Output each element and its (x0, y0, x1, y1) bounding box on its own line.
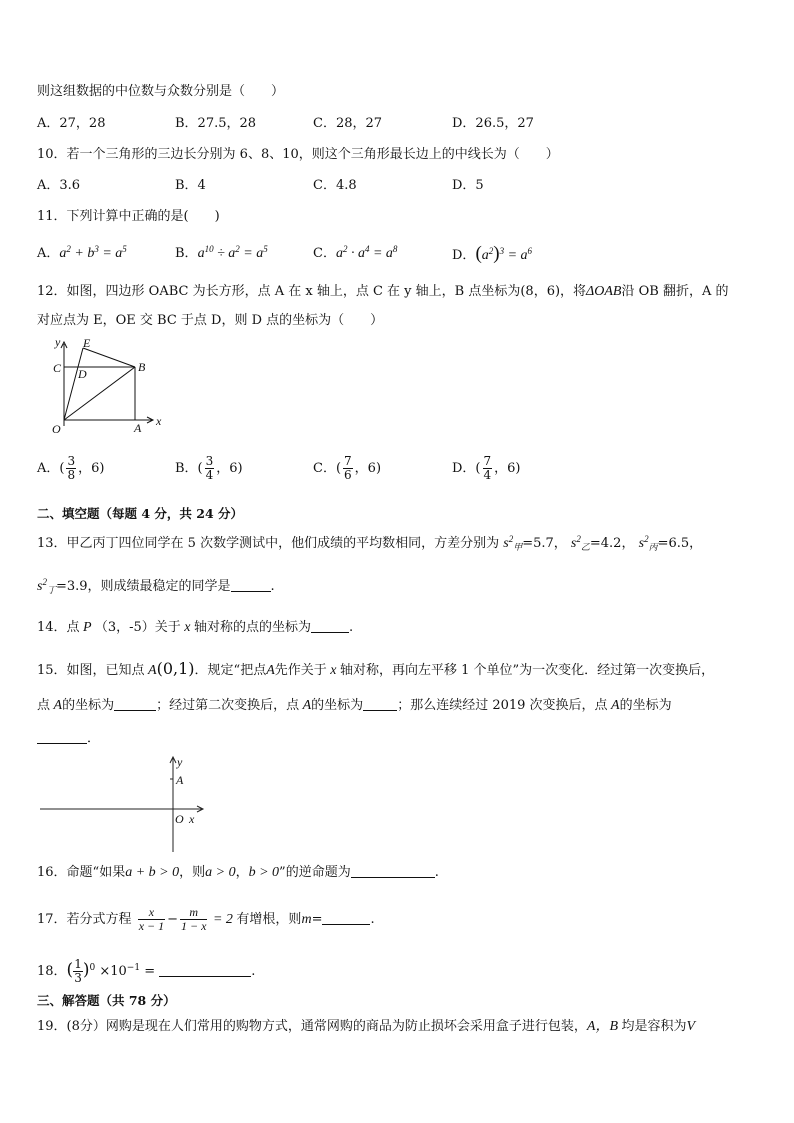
q14-end: . (349, 620, 354, 635)
q12-rectangle-figure (36, 334, 166, 434)
q16-end: . (434, 865, 439, 880)
question-9-stem: 则这组数据的中位数与众数分别是（ ） (37, 84, 285, 99)
q11-option-a-letter: A． (37, 246, 60, 261)
q17-minus: − (167, 912, 179, 927)
q16-text-a: 16．命题“如果 (37, 865, 126, 880)
q10-option-a: A．3.6 (37, 178, 81, 193)
q19-tail: 均是容积为 (621, 1019, 687, 1034)
q9-option-b: B．27.5，28 (175, 116, 257, 131)
q15-answer-blank-1[interactable] (114, 697, 156, 711)
section-2-title: 二、填空题（每题 4 分，共 24 分） (37, 506, 244, 521)
section-3-title: 三、解答题（共 78 分） (37, 993, 176, 1008)
question-14 (37, 619, 353, 637)
q15-text-d: 轴对称，再向左平移 1 个单位”为一次变化．经过第一次变换后， (340, 663, 715, 678)
q18-answer-blank[interactable] (159, 963, 251, 977)
q16-answer-blank[interactable] (351, 864, 435, 878)
q12-label-c: C (53, 361, 62, 375)
q11-option-b-letter: B． (175, 246, 198, 261)
q16-text-c: ， (235, 865, 249, 880)
q12-option-d-num: 7 (483, 454, 492, 468)
q15-line2-b: 的坐标为 (62, 698, 115, 713)
q15-label-y: y (177, 755, 183, 769)
q11-option-a-formula: $a^2 + b^3 = a^5$ (59, 244, 127, 261)
q15-line2-f: 的坐标为 (619, 698, 672, 713)
q14-text-a: 14．点 (37, 620, 80, 635)
question-15-line2 (37, 697, 672, 715)
q18-text-a: 18． (37, 964, 67, 979)
q17-var-m: m (301, 912, 312, 927)
q13-answer-blank[interactable] (231, 578, 271, 592)
q12-label-y: y (55, 335, 61, 349)
q15-line2-a: 点 (37, 698, 51, 713)
question-11-stem: 11．下列计算中正确的是( ) (37, 209, 220, 224)
q12-label-d: D (78, 367, 87, 381)
q9-option-a: A．27，28 (37, 116, 106, 131)
q11-option-d-letter: D． (452, 248, 476, 263)
question-17: 17．若分式方程 $\frac{x}{x - 1}$ − $\frac{m}{1 - x}$ = 2 有增根，则m= . (37, 905, 375, 933)
q12-stem-end: 沿 OB 翻折，A 的 (621, 284, 729, 299)
q19-labels-ab: A，B (586, 1019, 622, 1034)
q15-text-b: ．规定“把点 (194, 663, 267, 678)
q12-triangle: ΔOAB (586, 284, 622, 299)
q15-coord: (0,1) (156, 659, 195, 678)
q15-point-a2: A (50, 698, 63, 713)
q13-s-yi: $s^2_乙$ (570, 534, 590, 552)
q11-option-a (37, 245, 127, 263)
q16-text-b: ，则 (179, 865, 206, 880)
q15-label-x: x (189, 812, 195, 826)
q13-s-jia: $s^2_甲$ (503, 534, 523, 552)
q13-end: . (270, 579, 275, 594)
q15-point-a4: A (607, 698, 620, 713)
q15-coordinate-figure (38, 754, 208, 854)
q14-text-b: （3，-5）关于 (94, 620, 181, 635)
q12-label-o: O (52, 422, 61, 434)
q15-text-a: 15．如图，已知点 (37, 663, 145, 678)
q12-option-c-num: 7 (344, 454, 352, 468)
q16-conclusion-a: a > 0 (205, 865, 236, 880)
q15-text-c: 先作关于 (274, 663, 327, 678)
q10-option-c: C．4.8 (313, 178, 357, 193)
q12-option-b-num: 3 (205, 454, 214, 468)
q9-option-d: D．26.5，27 (452, 116, 534, 131)
q13-s-ding: $s^2_丁$ (37, 577, 56, 595)
q17-text-b: 有增根，则 (236, 912, 302, 927)
q12-option-d-fraction (483, 455, 493, 482)
question-13-line2 (37, 578, 275, 596)
q12-option-c (313, 455, 381, 482)
q12-option-a-fraction (66, 455, 76, 482)
q15-axis-x: x (326, 663, 340, 678)
question-16 (37, 864, 439, 882)
q19-text: 19．(8分）网购是现在人们常用的购物方式，通常网购的商品为防止损坏会采用盒子进行包装， (37, 1019, 587, 1034)
q14-answer-blank[interactable] (311, 619, 349, 633)
q12-segment-oe (64, 348, 83, 420)
q12-option-b-letter: B．( (175, 461, 203, 476)
q19-var-v: V (686, 1019, 696, 1034)
q15-line2-c: ；经过第二次变换后，点 (156, 698, 300, 713)
q12-option-b-fraction (205, 455, 215, 482)
q18-expression: ( $\frac{1}{3}$ )$^0 \times 10^{-1}$ = (66, 957, 160, 985)
q12-option-a (37, 455, 104, 482)
q17-end: . (370, 912, 375, 927)
q15-end: ． (87, 731, 101, 746)
q15-point-a0: A (144, 663, 157, 678)
q15-line2-d: 的坐标为 (311, 698, 364, 713)
q12-option-c-den: 6 (344, 468, 352, 482)
q11-option-b-formula: $a^{10} \div a^2 = a^5$ (197, 244, 268, 261)
q13-value-yi: =4.2， (589, 536, 635, 551)
q12-segment-ob (64, 367, 135, 420)
q12-label-e: E (83, 336, 91, 350)
q12-option-d-letter: D．( (452, 461, 481, 476)
q16-conclusion-b: b > 0 (248, 865, 280, 880)
q13-value-ding: =3.9，则成绩最稳定的同学是 (55, 579, 231, 594)
q17-answer-blank[interactable] (322, 911, 370, 925)
q11-option-d (452, 245, 532, 265)
q11-option-c (313, 245, 397, 263)
q14-text-c: 轴对称的点的坐标为 (194, 620, 312, 635)
q12-option-c-fraction (343, 455, 353, 482)
q17-equals: = 2 (209, 912, 237, 927)
question-15-line1 (37, 660, 714, 680)
q16-text-d: ”的逆命题为 (279, 865, 351, 880)
q13-s-bing: $s^2_丙$ (638, 534, 658, 552)
question-12-stem-line1 (37, 283, 728, 301)
q12-option-a-num: 3 (67, 454, 76, 468)
q15-point-a1: A (266, 663, 275, 678)
q15-answer-blank-3[interactable] (37, 730, 87, 744)
q14-point-p: P (79, 620, 95, 635)
q14-axis-x: x (180, 620, 195, 635)
q12-option-d (452, 455, 520, 482)
q12-option-b-tail: ，6) (216, 461, 243, 476)
q15-line2-e: ；那么连续经过 2019 次变换后，点 (397, 698, 608, 713)
q11-option-d-formula: $(a^2)^3 = a^6$ (475, 243, 533, 264)
q12-option-a-den: 8 (67, 468, 76, 482)
question-15-line3 (37, 730, 100, 748)
q13-text: 13．甲乙丙丁四位同学在 5 次数学测试中，他们成绩的平均数相同，方差分别为 (37, 536, 500, 551)
q12-option-c-letter: C．( (313, 461, 342, 476)
q12-label-b: B (138, 360, 146, 374)
q18-end: . (251, 964, 256, 979)
q12-option-c-tail: ，6) (354, 461, 382, 476)
q12-option-b (175, 455, 243, 482)
q17-fraction-1: $\frac{x}{x - 1}$ (138, 905, 165, 933)
q12-label-x: x (156, 414, 162, 428)
q11-option-c-letter: C． (313, 246, 336, 261)
q11-option-c-formula: $a^2 \cdot a^4 = a^8$ (335, 244, 398, 261)
q15-label-a: A (176, 773, 184, 787)
q10-option-b: B．4 (175, 178, 206, 193)
q12-stem-text: 12．如图，四边形 OABC 为长方形，点 A 在 x 轴上，点 C 在 y 轴上，B 点坐标为(8，6)，将 (37, 284, 587, 299)
q17-text-a: 17．若分式方程 (37, 912, 132, 927)
question-19 (37, 1018, 695, 1036)
question-10-stem: 10．若一个三角形的三边长分别为 6、8、10，则这个三角形最长边上的中线长为（ ） (37, 147, 559, 162)
q12-option-a-tail: ，6) (78, 461, 105, 476)
q12-option-b-den: 4 (205, 468, 214, 482)
q12-option-d-tail: ，6) (494, 461, 521, 476)
q12-option-a-letter: A．( (37, 461, 65, 476)
q11-option-b (175, 245, 268, 263)
question-12-stem-line2: 对应点为 E，OE 交 BC 于点 D，则 D 点的坐标为（ ） (37, 313, 384, 328)
q10-option-d: D．5 (452, 178, 484, 193)
question-18 (37, 955, 255, 987)
q17-fraction-2: $\frac{m}{1 - x}$ (181, 905, 207, 933)
q15-point-a3: A (299, 698, 312, 713)
q13-value-bing: =6.5， (657, 536, 703, 551)
q16-condition: a + b > 0 (125, 865, 180, 880)
q13-value-jia: =5.7， (522, 536, 567, 551)
q15-answer-blank-2[interactable] (363, 697, 397, 711)
q9-option-c: C．28，27 (313, 116, 383, 131)
q12-segment-eb (83, 348, 135, 367)
q15-label-o: O (175, 812, 184, 826)
q12-option-d-den: 4 (483, 468, 492, 482)
question-13-line1 (37, 535, 702, 553)
q12-label-a: A (134, 421, 142, 434)
